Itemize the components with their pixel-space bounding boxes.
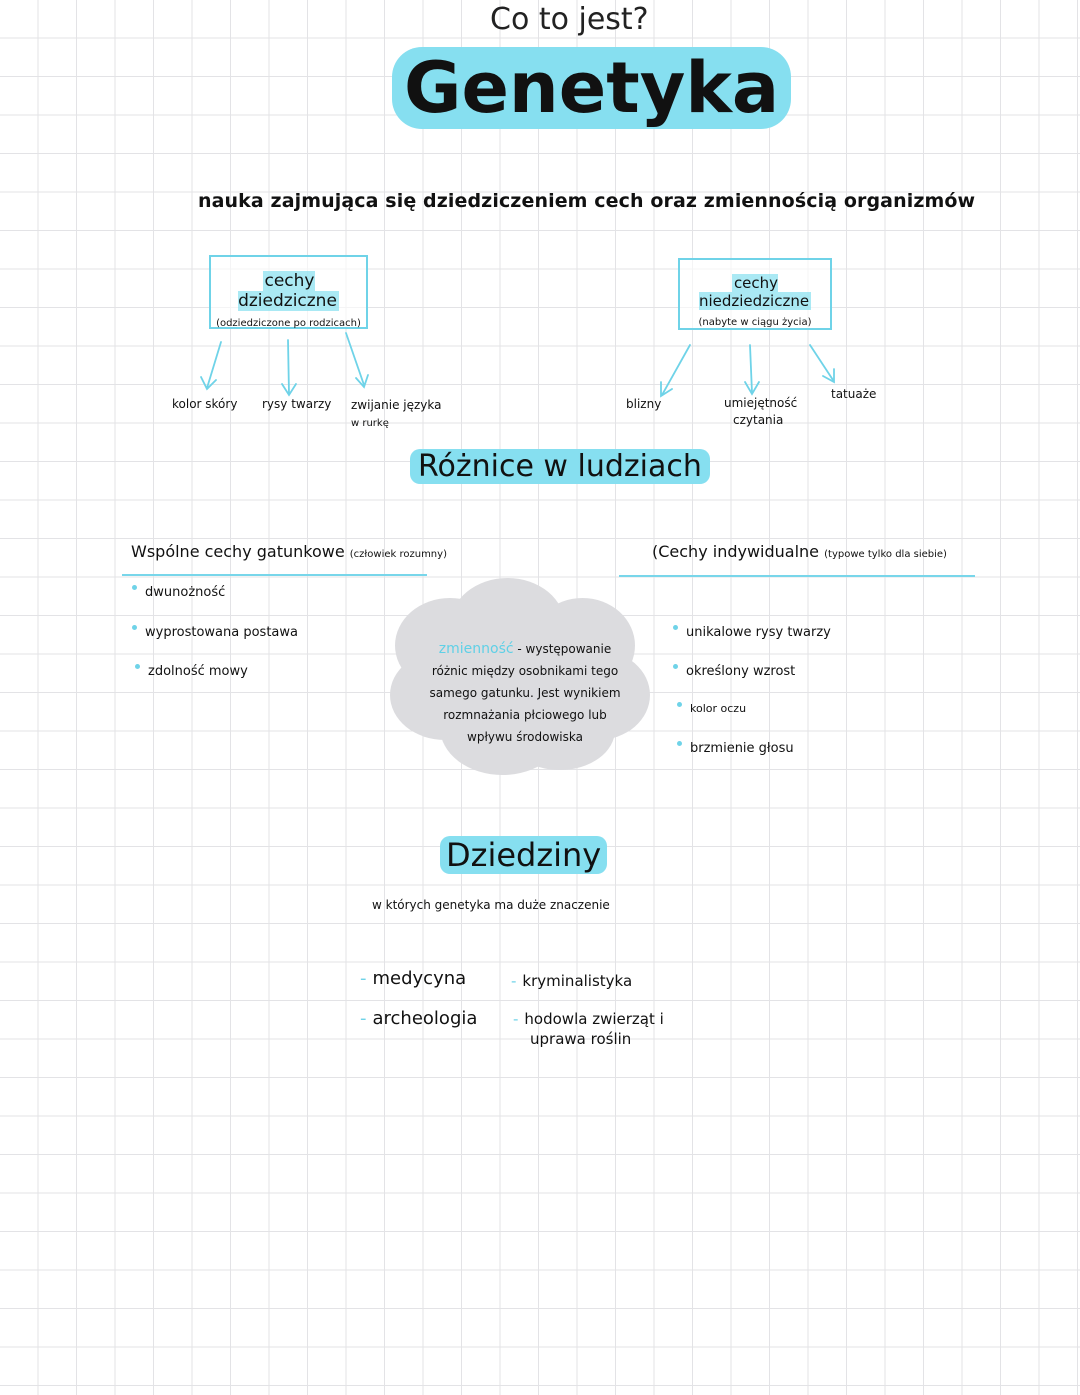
field-item-cont: uprawa roślin [530,1030,632,1048]
example-tattoos: tatuaże [831,387,877,401]
arrow-icon [810,345,834,382]
example-facial-features: rysy twarzy [262,397,332,411]
example-reading-cont: czytania [733,413,784,427]
example-tongue-rolling-cont: w rurkę [351,418,389,429]
definition-text: nauka zajmująca się dziedziczeniem cech oraz zmiennością organizmów [198,190,976,212]
field-item: - kryminalistyka [511,972,633,990]
non-inherited-traits-note: (nabyte w ciągu życia) [698,317,812,328]
variability-definition: zmienność - występowanie różnic między osobnikami tego samego gatunku. Jest wynikiem rozmnażania płciowego lub wpływu środowiska [429,641,621,744]
individual-traits-heading: (Cechy indywidualne (typowe tylko dla siebie) [652,542,947,561]
example-reading: umiejętność [724,396,798,410]
arrow-icon [745,345,759,394]
individual-trait-item: brzmienie głosu [677,741,794,756]
inherited-traits-note: (odziedziczone po rodzicach) [216,318,361,329]
common-traits-underline [122,574,427,576]
common-trait-item: wyprostowana postawa [132,625,298,640]
fields-title-text: Dziedziny [440,836,607,874]
differences-title [410,445,710,489]
variability-term: zmienność [438,641,514,657]
common-trait-item: zdolność mowy [135,664,248,679]
field-item: - archeologia [360,1008,478,1029]
fields-title [440,832,607,878]
example-scars: blizny [626,397,662,411]
field-item: - medycyna [360,968,467,989]
inherited-traits-label: cechy dziedziczne [238,271,337,311]
page-title-text: Genetyka [392,47,791,129]
example-tongue-rolling: zwijanie języka [351,398,442,412]
arrow-icon [346,333,368,387]
individual-traits-underline [619,575,975,577]
fields-subtitle: w których genetyka ma duże znaczenie [372,898,610,912]
example-skin-color: kolor skóry [172,397,238,411]
common-trait-item: dwunożność [132,585,225,600]
arrow-icon [282,340,296,395]
common-traits-heading-note: (człowiek rozumny) [349,549,447,560]
question-text: Co to jest? [490,2,649,37]
differences-title-text: Różnice w ludziach [410,449,710,484]
common-traits-heading: Wspólne cechy gatunkowe (człowiek rozumny) [131,542,447,561]
field-item: - hodowla zwierząt i [513,1010,664,1028]
individual-trait-item: określony wzrost [673,664,795,679]
individual-trait-item: kolor oczu [677,702,746,715]
arrow-icon [201,342,221,389]
arrow-icon [661,345,690,396]
non-inherited-traits-label: cechy niedziedziczne [698,274,810,310]
individual-trait-item: unikalowe rysy twarzy [673,625,831,640]
individual-traits-heading-note: (typowe tylko dla siebie) [824,549,947,560]
